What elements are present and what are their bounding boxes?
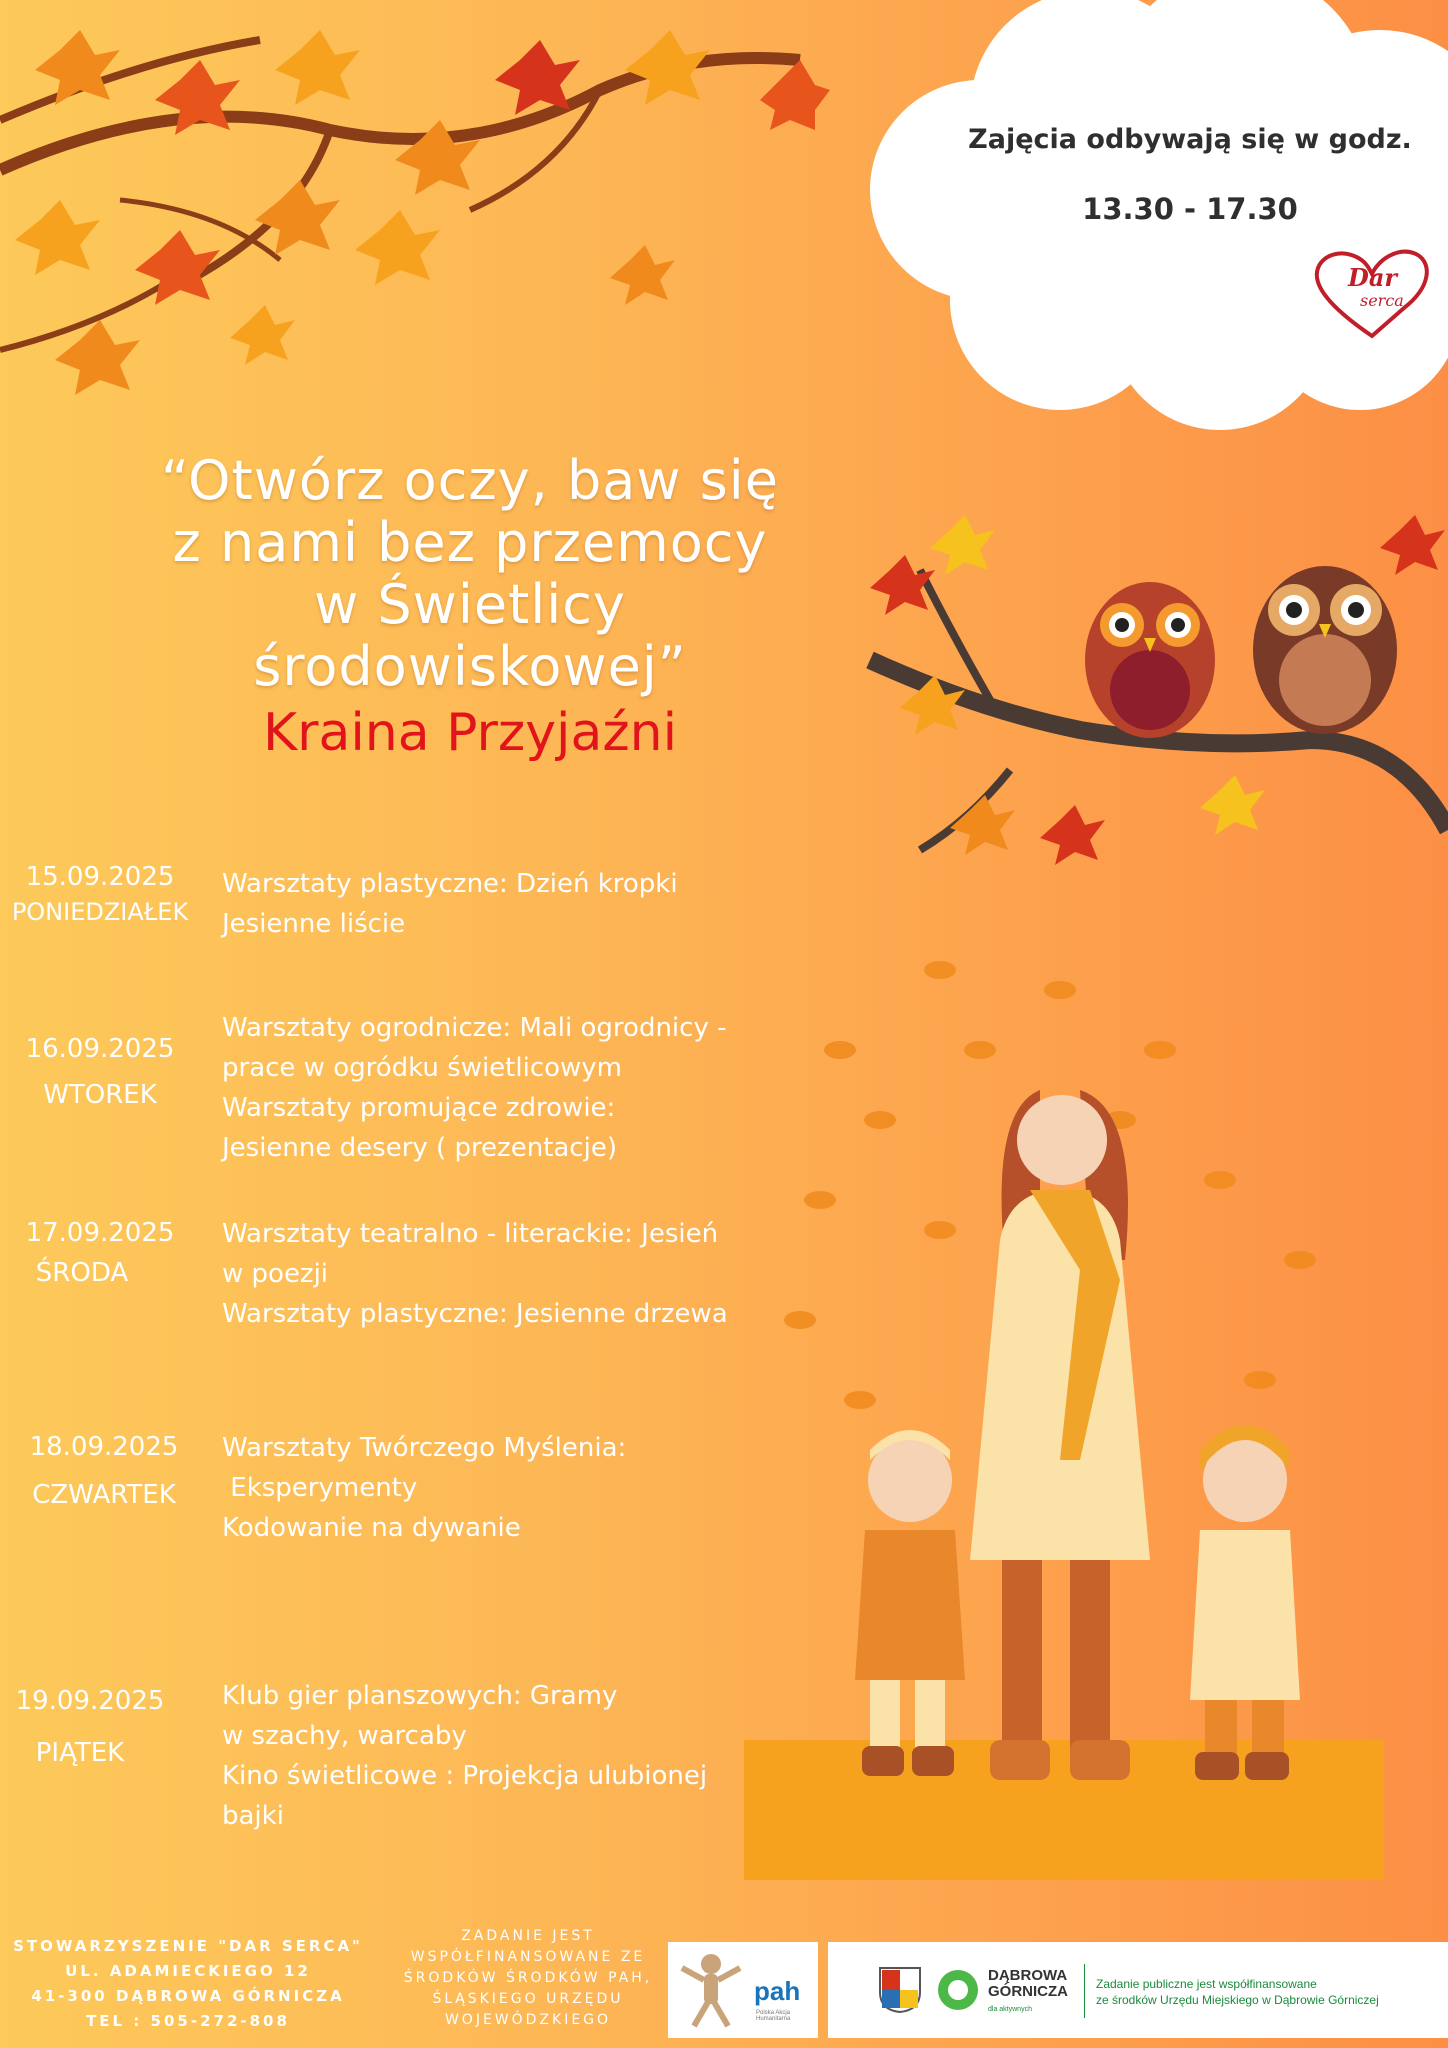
activity-line: bajki: [222, 1801, 284, 1831]
owl-right: [1253, 566, 1397, 734]
girl-figure: [855, 1430, 965, 1776]
logo-text-serca: serca: [1360, 291, 1404, 310]
city-cofinance-note: [1096, 1976, 1379, 2008]
city-coat-of-arms-icon: [878, 1966, 922, 2014]
cofinance-line: ŚRODKÓW ŚRODKÓW PAH,: [403, 1970, 653, 1986]
cofinance-note: [388, 1926, 668, 2031]
day-date: 16.09.2025: [25, 1034, 175, 1064]
city-name-line-2: GÓRNICZA: [988, 1983, 1068, 2000]
title-line-4: środowiskowej”: [253, 635, 687, 698]
hours-value: 13.30 - 17.30: [1082, 192, 1298, 226]
day-weekday: WTOREK: [43, 1080, 157, 1110]
day-weekday: ŚRODA: [35, 1258, 129, 1288]
city-tagline: dla aktywnych: [988, 2006, 1032, 2013]
mother-figure: [970, 1090, 1150, 1780]
city-note-line-2: ze środków Urzędu Miejskiego w Dąbrowie Górniczej: [1096, 1993, 1379, 2007]
org-city: 41-300 DĄBROWA GÓRNICZA: [31, 1987, 345, 2005]
hours-label: Zajęcia odbywają się w godz.: [968, 124, 1412, 155]
city-name-line-1: DĄBROWA: [988, 1967, 1068, 1984]
activity-line: Klub gier planszowych: Gramy: [222, 1681, 618, 1711]
owls-illustration: [860, 510, 1448, 910]
cofinance-line: WOJEWÓDZKIEGO: [444, 2012, 612, 2028]
title-line-3: w Świetlicy: [314, 573, 626, 636]
leaf-cluster: [15, 30, 830, 395]
activity-line: Warsztaty Twórczego Myślenia:: [222, 1433, 627, 1463]
day-activities: [222, 864, 762, 944]
activity-line: Warsztaty plastyczne: Dzień kropki: [222, 869, 678, 899]
cofinance-line: WSPÓŁFINANSOWANE ZE: [410, 1949, 646, 1965]
day-weekday: PONIEDZIAŁEK: [11, 898, 189, 926]
city-dg-icon: [936, 1968, 980, 2012]
title-line-2: z nami bez przemocy: [172, 511, 768, 574]
dar-serca-logo: [1308, 244, 1436, 344]
family-autumn-illustration: [740, 940, 1448, 1880]
activity-line: Kino świetlicowe : Projekcja ulubionej: [222, 1761, 708, 1791]
activity-line: prace w ogródku świetlicowym: [222, 1053, 623, 1083]
day-weekday: CZWARTEK: [32, 1480, 176, 1510]
autumn-branch-illustration: [0, 20, 840, 460]
org-street: UL. ADAMIECKIEGO 12: [65, 1962, 311, 1980]
organization-address: [8, 1934, 368, 2034]
boy-figure: [1190, 1425, 1300, 1780]
city-sponsor-logo: [828, 1942, 1448, 2038]
title-line-1: “Otwórz oczy, baw się: [160, 449, 780, 512]
pah-label: pah: [754, 1976, 801, 2006]
activity-line: Warsztaty teatralno - literackie: Jesień: [222, 1219, 719, 1249]
logo-text-dar: Dar: [1348, 263, 1398, 292]
activity-line: Warsztaty plastyczne: Jesienne drzewa: [222, 1299, 728, 1329]
activity-line: w szachy, warcaby: [222, 1721, 467, 1751]
activity-line: Kodowanie na dywanie: [222, 1513, 521, 1543]
day-date: 17.09.2025: [25, 1218, 175, 1248]
figure-icon: [676, 1950, 746, 2030]
activity-line: Jesienne desery ( prezentacje): [222, 1133, 617, 1163]
activity-line: Jesienne liście: [222, 909, 406, 939]
city-note-line-1: Zadanie publiczne jest współfinansowane: [1096, 1977, 1317, 1991]
day-date: 18.09.2025: [29, 1432, 179, 1462]
day-weekday: PIĄTEK: [35, 1738, 125, 1768]
org-name: STOWARZYSZENIE "DAR SERCA": [13, 1937, 363, 1955]
cofinance-line: ZADANIE JEST: [461, 1928, 595, 1944]
owl-left: [1085, 582, 1215, 738]
day-activities: [222, 1008, 762, 1168]
day-date: 19.09.2025: [15, 1686, 165, 1716]
subtitle: Kraina Przyjaźni: [262, 703, 678, 763]
day-activities: [222, 1214, 762, 1334]
city-name: [988, 1968, 1068, 2000]
activity-line: Eksperymenty: [222, 1473, 418, 1503]
pah-logo: [668, 1942, 818, 2038]
divider: [1084, 1964, 1085, 2018]
title-block: [100, 450, 840, 766]
day-activities: [222, 1676, 762, 1836]
activity-line: Warsztaty ogrodnicze: Mali ogrodnicy -: [222, 1013, 727, 1043]
pah-sublabel: Polska Akcja Humanitarna: [756, 2010, 791, 2022]
activity-line: w poezji: [222, 1259, 329, 1289]
activity-line: Warsztaty promujące zdrowie:: [222, 1093, 616, 1123]
day-date: 15.09.2025: [25, 862, 175, 892]
day-activities: [222, 1428, 762, 1548]
org-phone: TEL : 505-272-808: [86, 2012, 290, 2030]
cofinance-line: ŚLĄSKIEGO URZĘDU: [432, 1991, 624, 2007]
